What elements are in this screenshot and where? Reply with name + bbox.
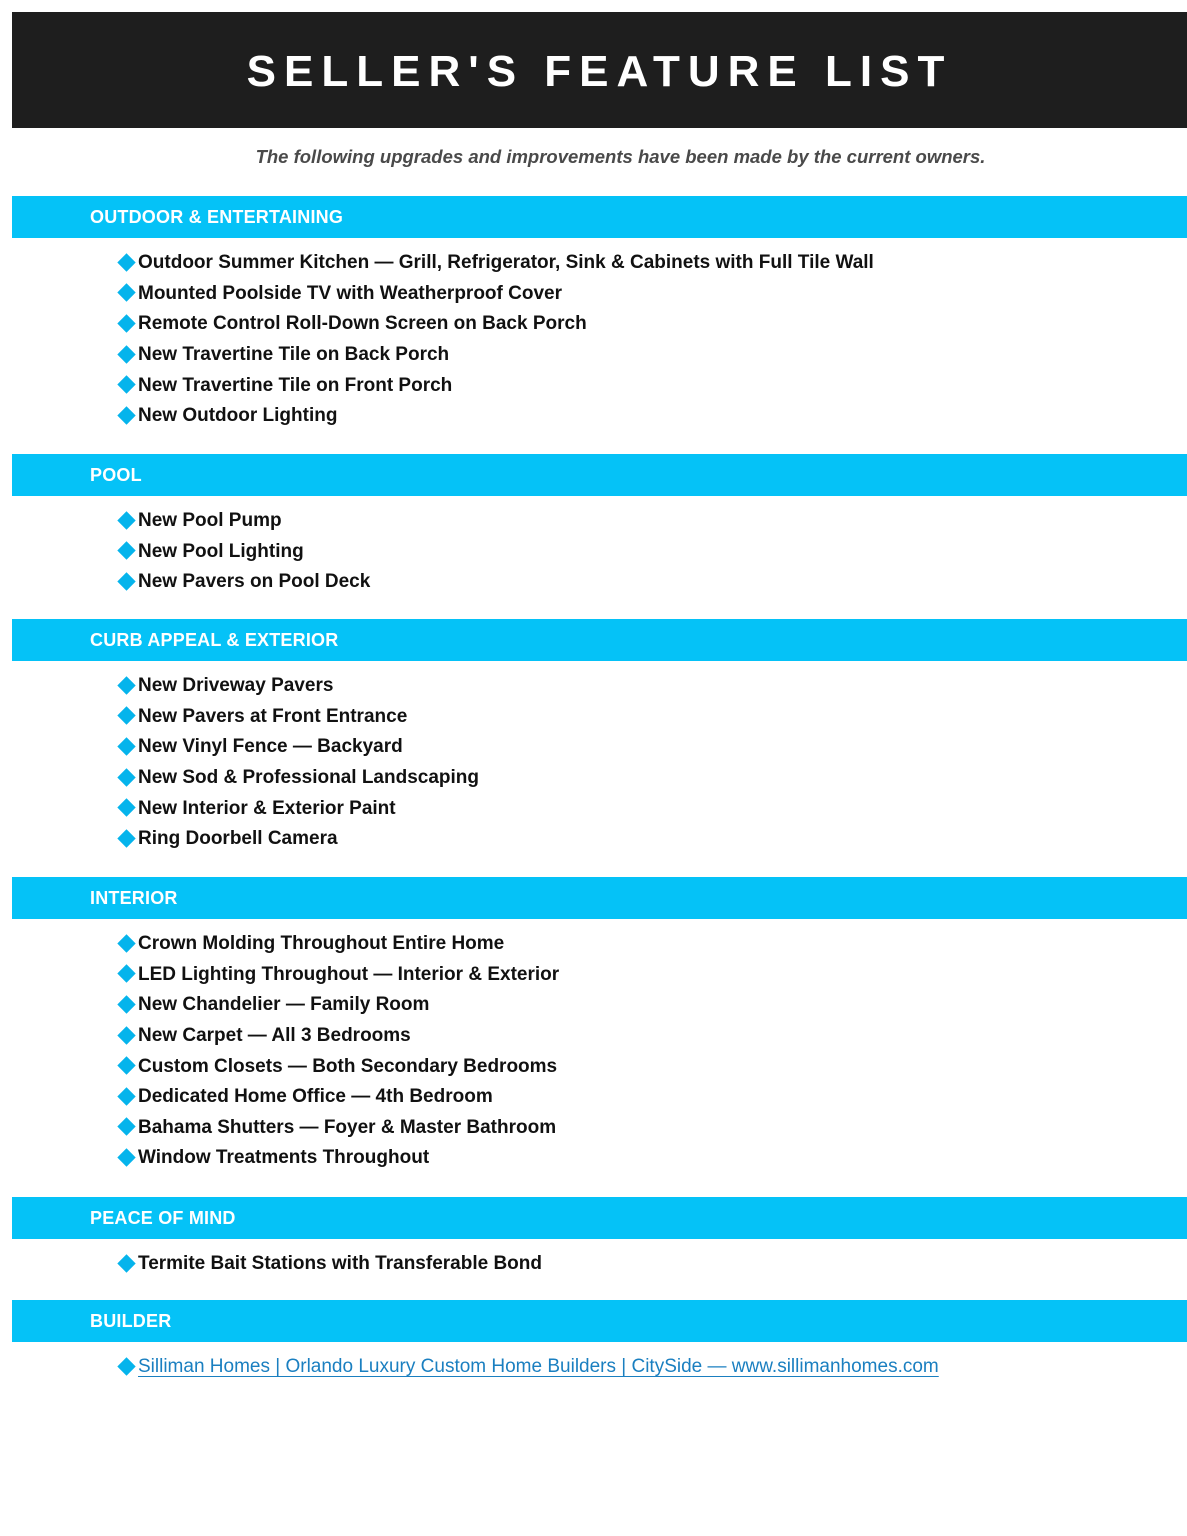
list-item-text: New Pavers on Pool Deck xyxy=(138,571,371,593)
section-outdoor-entertaining xyxy=(12,196,1187,432)
page-subtitle: The following upgrades and improvements have been made by the current owners. xyxy=(255,146,986,167)
list-item xyxy=(117,763,1187,794)
list-item-text: New Chandelier — Family Room xyxy=(138,994,430,1016)
list-item-text: Ring Doorbell Camera xyxy=(138,828,338,850)
list-item-text: New Travertine Tile on Back Porch xyxy=(138,344,450,366)
diamond-icon xyxy=(117,1087,135,1105)
list-item-text: Outdoor Summer Kitchen — Grill, Refrigerator, Sink & Cabinets with Full Tile Wall xyxy=(138,252,874,274)
list-item-text: New Sod & Professional Landscaping xyxy=(138,767,480,789)
feature-list xyxy=(12,661,1187,855)
title-bar xyxy=(12,12,1187,128)
list-item xyxy=(117,1352,1187,1383)
diamond-icon xyxy=(117,406,135,424)
diamond-icon xyxy=(117,934,135,952)
list-item-text: Mounted Poolside TV with Weatherproof Cover xyxy=(138,282,563,304)
section-heading: OUTDOOR & ENTERTAINING xyxy=(12,196,1187,238)
list-item-text: New Pool Lighting xyxy=(138,540,304,562)
feature-list xyxy=(12,496,1187,598)
section-heading: BUILDER xyxy=(12,1300,1187,1342)
section-curb-appeal-exterior xyxy=(12,619,1187,855)
diamond-icon xyxy=(117,572,135,590)
diamond-icon xyxy=(117,965,135,983)
list-item xyxy=(117,309,1187,340)
list-item xyxy=(117,506,1187,537)
diamond-icon xyxy=(117,1148,135,1166)
section-interior xyxy=(12,877,1187,1174)
diamond-icon xyxy=(117,375,135,393)
list-item xyxy=(117,1082,1187,1113)
diamond-icon xyxy=(117,768,135,786)
list-item xyxy=(117,1143,1187,1174)
diamond-icon xyxy=(117,1026,135,1044)
diamond-icon xyxy=(117,511,135,529)
diamond-icon xyxy=(117,707,135,725)
list-item xyxy=(117,401,1187,432)
section-pool xyxy=(12,454,1187,598)
list-item xyxy=(117,671,1187,702)
diamond-icon xyxy=(117,798,135,816)
diamond-icon xyxy=(117,829,135,847)
list-item xyxy=(117,279,1187,310)
diamond-icon xyxy=(117,995,135,1013)
diamond-icon xyxy=(117,676,135,694)
diamond-icon xyxy=(117,542,135,560)
feature-list xyxy=(12,1342,1187,1383)
section-heading: CURB APPEAL & EXTERIOR xyxy=(12,619,1187,661)
builder-link[interactable]: Silliman Homes | Orlando Luxury Custom Home Builders | CitySide — www.sillimanhomes.com xyxy=(138,1356,939,1378)
list-item xyxy=(117,370,1187,401)
section-builder xyxy=(12,1300,1187,1383)
list-item xyxy=(117,824,1187,855)
diamond-icon xyxy=(117,1118,135,1136)
diamond-icon xyxy=(117,253,135,271)
section-peace-of-mind xyxy=(12,1197,1187,1280)
list-item-text: LED Lighting Throughout — Interior & Exterior xyxy=(138,963,560,985)
list-item xyxy=(117,990,1187,1021)
list-item xyxy=(117,248,1187,279)
section-heading: INTERIOR xyxy=(12,877,1187,919)
list-item xyxy=(117,1113,1187,1144)
list-item xyxy=(117,732,1187,763)
list-item xyxy=(117,1021,1187,1052)
list-item-text: New Vinyl Fence — Backyard xyxy=(138,736,403,758)
list-item-text: Custom Closets — Both Secondary Bedrooms xyxy=(138,1055,558,1077)
diamond-icon xyxy=(117,1254,135,1272)
feature-list xyxy=(12,919,1187,1174)
list-item-text: New Carpet — All 3 Bedrooms xyxy=(138,1025,411,1047)
feature-list xyxy=(12,1239,1187,1280)
list-item xyxy=(117,793,1187,824)
list-item-text: New Travertine Tile on Front Porch xyxy=(138,374,453,396)
diamond-icon xyxy=(117,284,135,302)
section-heading: PEACE OF MIND xyxy=(12,1197,1187,1239)
list-item xyxy=(117,340,1187,371)
list-item-text: Termite Bait Stations with Transferable Bond xyxy=(138,1253,542,1275)
list-item xyxy=(117,929,1187,960)
list-item-text: New Interior & Exterior Paint xyxy=(138,797,396,819)
diamond-icon xyxy=(117,1357,135,1375)
list-item xyxy=(117,1249,1187,1280)
list-item-text: New Pool Pump xyxy=(138,510,282,532)
diamond-icon xyxy=(117,345,135,363)
diamond-icon xyxy=(117,737,135,755)
section-heading: POOL xyxy=(12,454,1187,496)
list-item xyxy=(117,960,1187,991)
list-item xyxy=(117,567,1187,598)
list-item-text: New Pavers at Front Entrance xyxy=(138,705,408,727)
list-item-text: Bahama Shutters — Foyer & Master Bathroom xyxy=(138,1116,557,1138)
list-item xyxy=(117,1051,1187,1082)
list-item xyxy=(117,537,1187,568)
list-item-text: Dedicated Home Office — 4th Bedroom xyxy=(138,1086,493,1108)
diamond-icon xyxy=(117,314,135,332)
page-title: SELLER'S FEATURE LIST xyxy=(246,47,953,96)
diamond-icon xyxy=(117,1056,135,1074)
list-item-text: New Driveway Pavers xyxy=(138,675,334,697)
list-item-text: Remote Control Roll-Down Screen on Back Porch xyxy=(138,313,587,335)
list-item xyxy=(117,702,1187,733)
feature-list xyxy=(12,238,1187,432)
list-item-text: Window Treatments Throughout xyxy=(138,1147,430,1169)
list-item-text: Crown Molding Throughout Entire Home xyxy=(138,933,505,955)
list-item-text: New Outdoor Lighting xyxy=(138,405,338,427)
